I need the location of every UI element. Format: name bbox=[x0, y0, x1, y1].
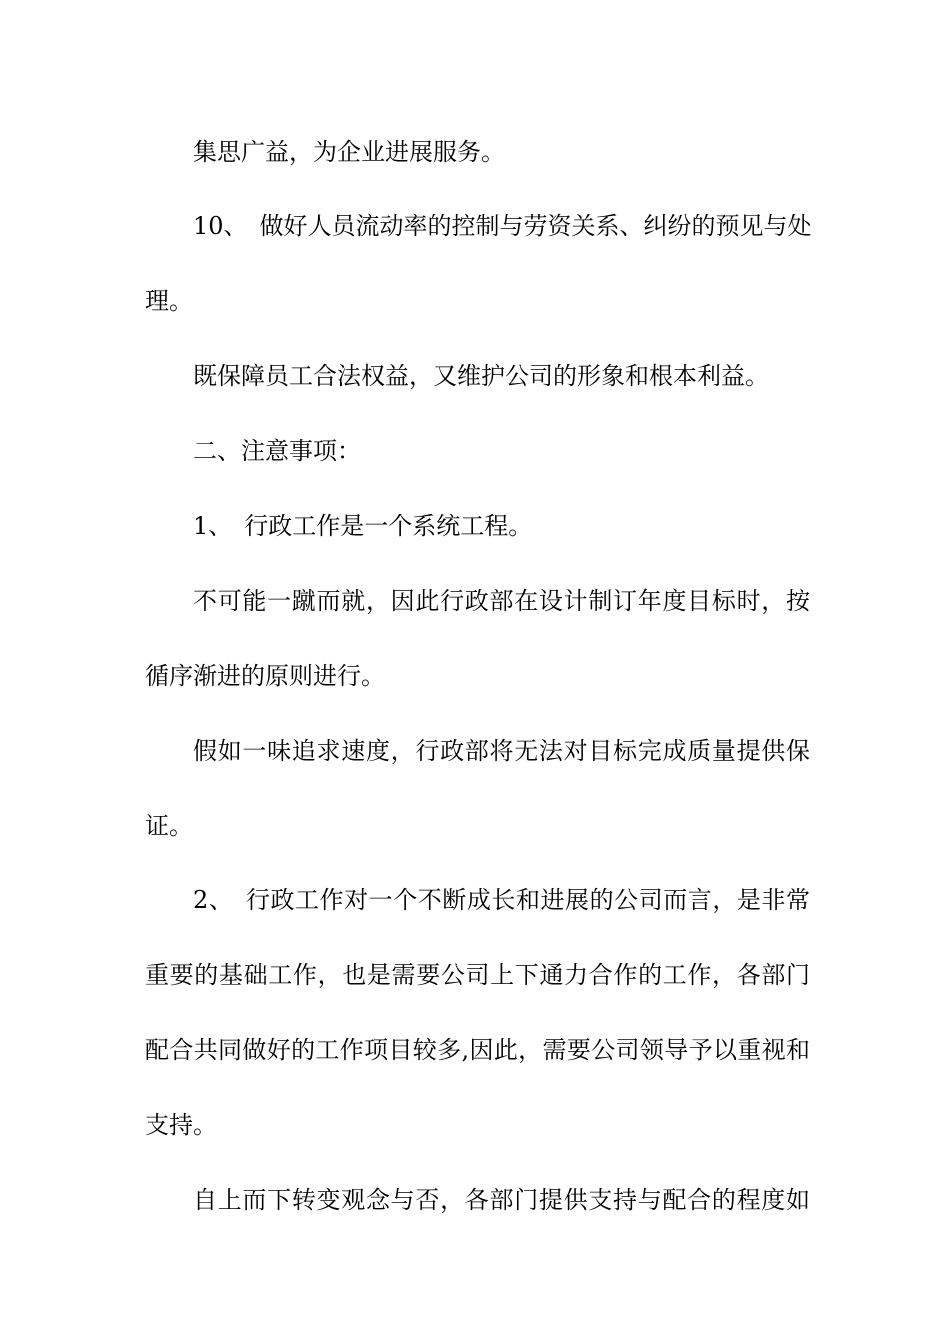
text-line: 重要的基础工作，也是需要公司上下通力合作的工作，各部门 bbox=[145, 961, 810, 989]
text-line: 支持。 bbox=[145, 1111, 217, 1139]
text-line: 既保障员工合法权益，又维护公司的形象和根本利益。 bbox=[193, 362, 769, 390]
text-line: 理。 bbox=[145, 287, 193, 315]
text-line: 2、 行政工作对一个不断成长和进展的公司而言，是非常 bbox=[193, 886, 810, 914]
text-line: 10、 做好人员流动率的控制与劳资关系、纠纷的预见与处 bbox=[193, 212, 812, 240]
text-line: 不可能一蹴而就，因此行政部在设计制订年度目标时，按 bbox=[193, 587, 810, 615]
text-line: 自上而下转变观念与否，各部门提供支持与配合的程度如 bbox=[193, 1186, 810, 1214]
text-line: 集思广益，为企业进展服务。 bbox=[193, 138, 505, 166]
text-line: 循序渐进的原则进行。 bbox=[145, 662, 385, 690]
section-heading: 二、注意事项： bbox=[193, 437, 361, 465]
text-line: 配合共同做好的工作项目较多,因此，需要公司领导予以重视和 bbox=[145, 1036, 810, 1064]
text-line: 假如一味追求速度，行政部将无法对目标完成质量提供保 bbox=[193, 737, 810, 765]
text-line: 1、 行政工作是一个系统工程。 bbox=[193, 512, 533, 540]
text-line: 证。 bbox=[145, 812, 193, 840]
